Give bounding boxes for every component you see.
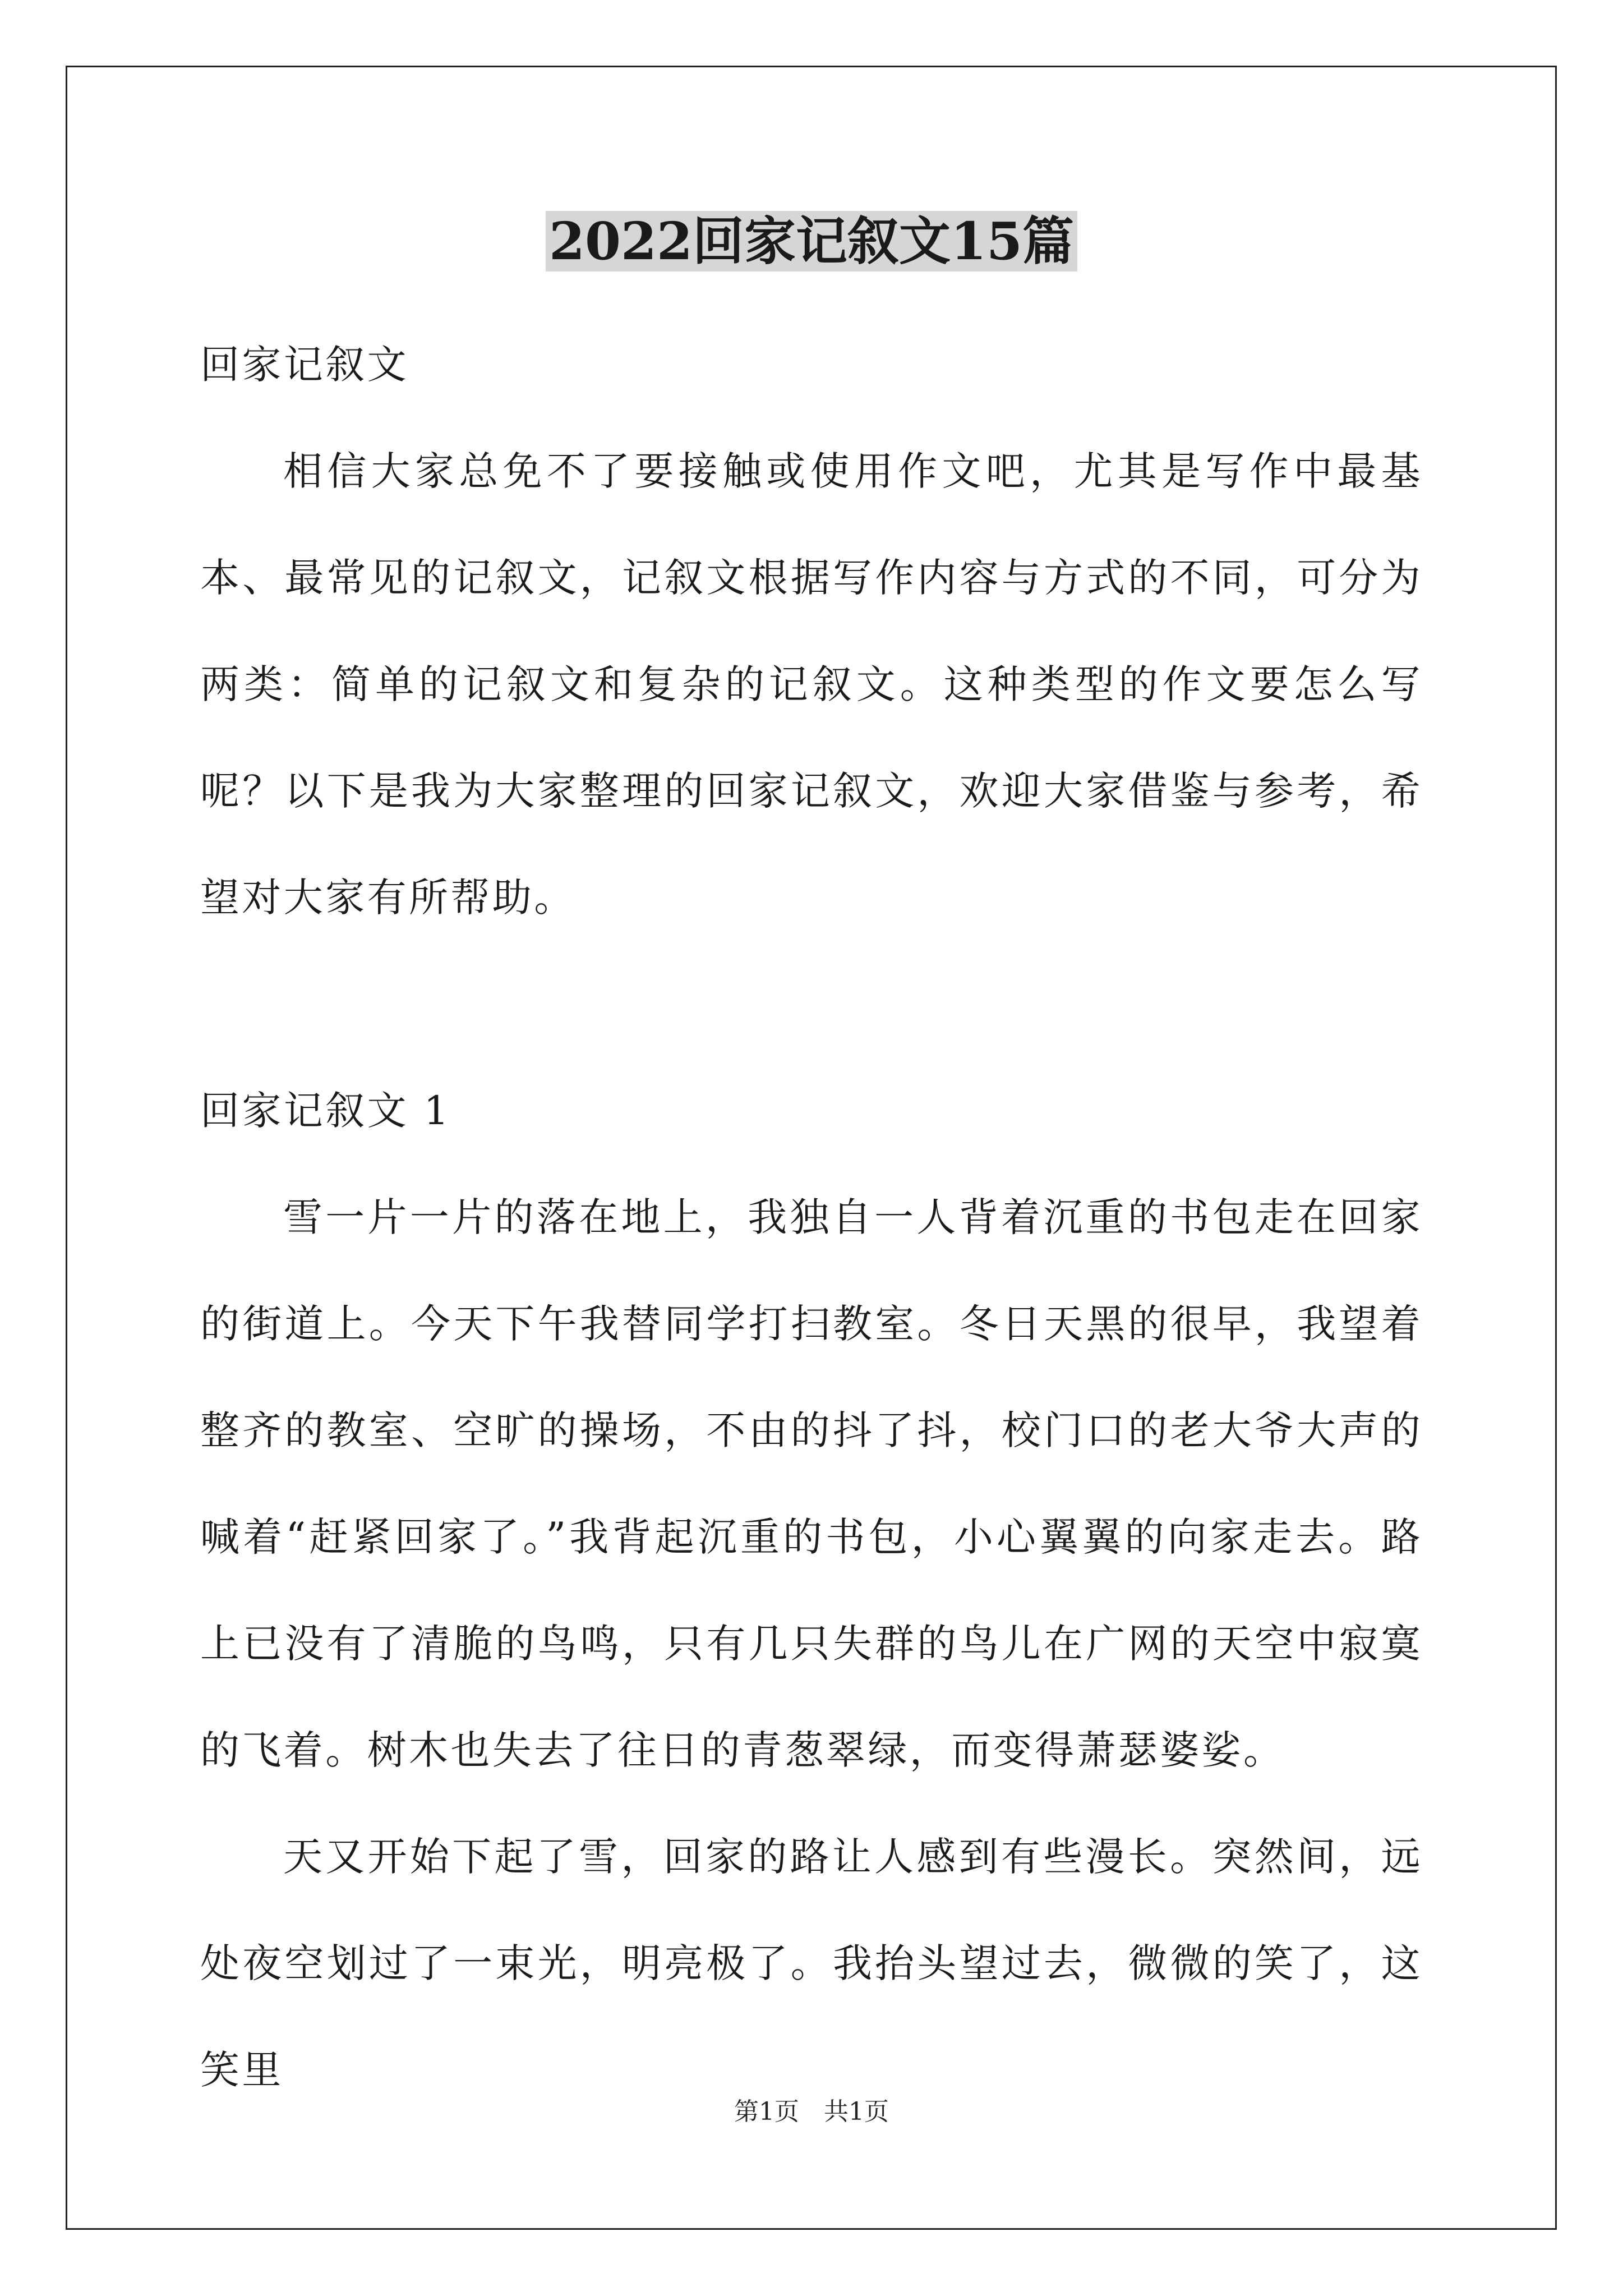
section-gap: [200, 951, 1423, 1057]
document-title: [0, 205, 1623, 278]
page-footer: 第1页 共1页: [734, 2097, 889, 2126]
document-title-text: 2022回家记叙文15篇: [546, 211, 1077, 272]
intro-heading: 回家记叙文: [200, 342, 409, 388]
intro-paragraph: 相信大家总免不了要接触或使用作文吧，尤其是写作中最基本、最常见的记叙文，记叙文根据写作内容与方式的不同，可分为两类：简单的记叙文和复杂的记叙文。这种类型的作文要怎么写呢？以下是我为大家整理的回家记叙文，欢迎大家借鉴与参考，希望对大家有所帮助。: [200, 448, 1423, 921]
essay-1-paragraph-1: 雪一片一片的落在地上，我独自一人背着沉重的书包走在回家的街道上。今天下午我替同学打扫教室。冬日天黑的很早，我望着整齐的教室、空旷的操场，不由的抖了抖，校门口的老大爷大声的喊着“赶紧回家了。”我背起沉重的书包，小心翼翼的向家走去。路上已没有了清脆的鸟鸣，只有几只失群的鸟儿在广网的天空中寂寞的飞着。树木也失去了往日的青葱翠绿，而变得萧瑟婆娑。: [200, 1194, 1423, 1773]
essay-1-paragraph-2: 天又开始下起了雪，回家的路让人感到有些漫长。突然间，远处夜空划过了一束光，明亮极了。我抬头望过去，微微的笑了，这笑里: [200, 1834, 1423, 2093]
essay-1-heading: 回家记叙文 1: [200, 1088, 451, 1134]
document-body: [200, 311, 1423, 2123]
